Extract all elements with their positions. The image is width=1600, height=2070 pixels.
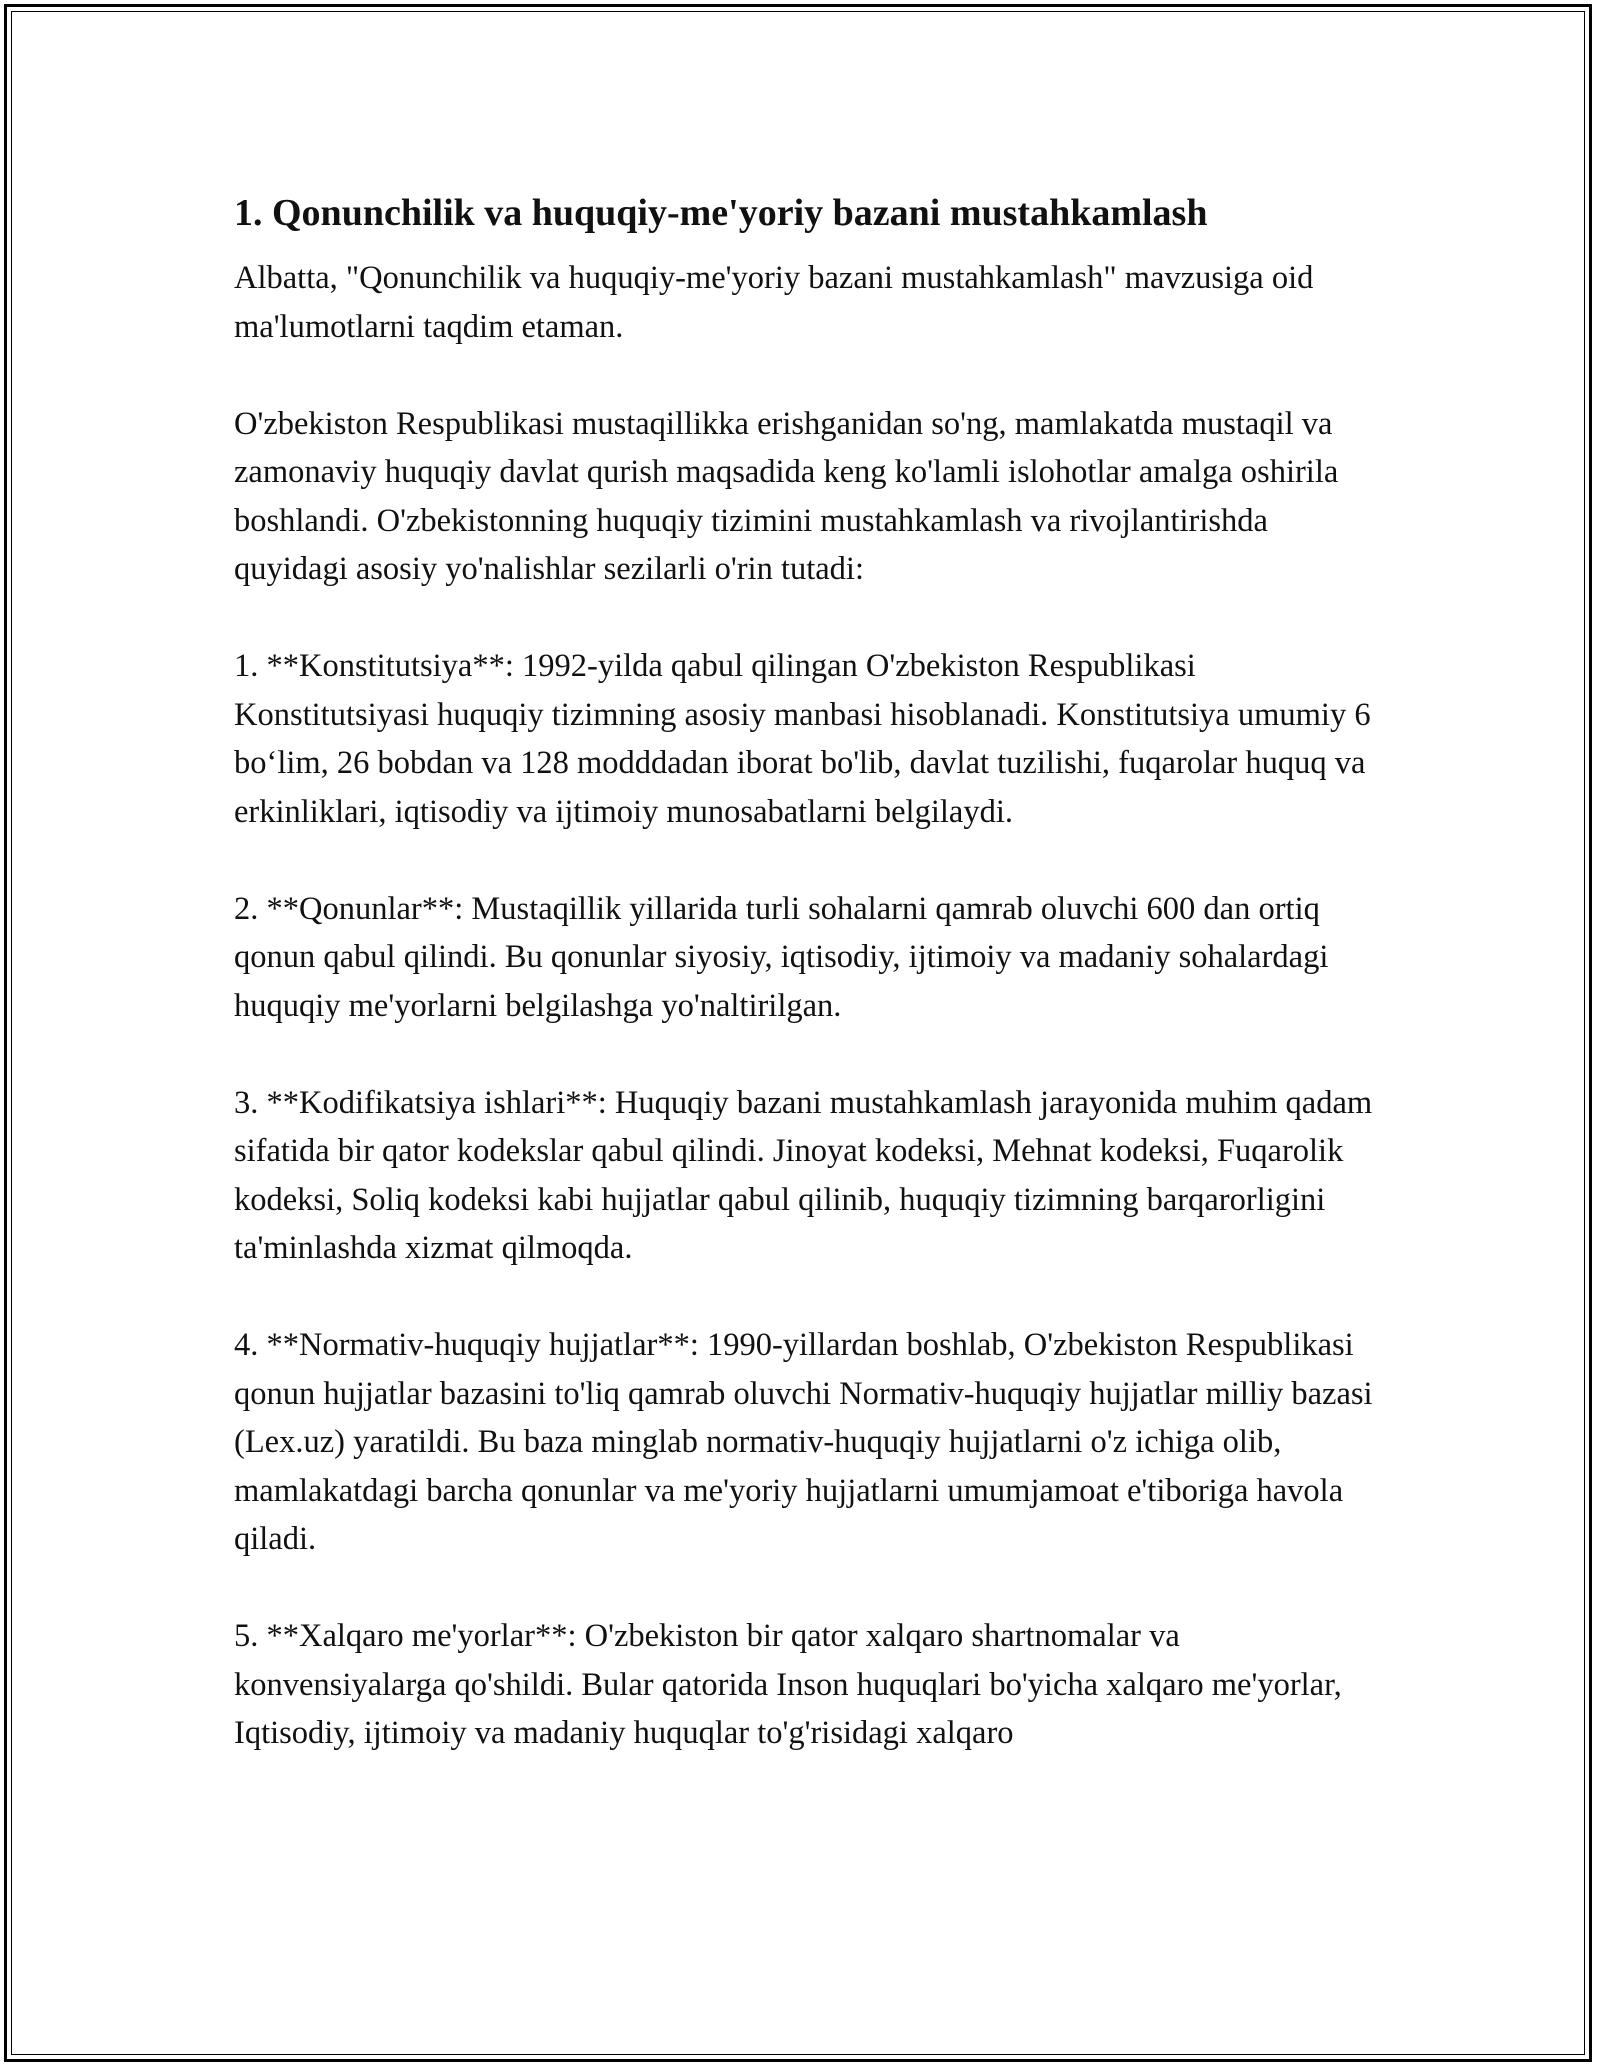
context-paragraph: O'zbekiston Respublikasi mustaqillikka erishganidan so'ng, mamlakatda mustaqil va zamonaviy huquqiy davlat qurish maqsadida keng ko'lamli islohotlar amalga oshirila boshlandi. O'zbekistonning huquqiy tizimini mustahkamlash va rivojlantirishda quyidagi asosiy yo'nalishlar sezilarli o'rin tutadi: [234, 405, 1339, 587]
list-item-kodifikatsiya: 3. **Kodifikatsiya ishlari**: Huquqiy bazani mustahkamlash jarayonida muhim qadam sifatida bir qator kodekslar qabul qilindi. Jinoyat kodeksi, Mehnat kodeksi, Fuqarolik kodeksi, Soliq kodeksi kabi hujjatlar qabul qilinib, huquqiy tizimning barqarorligini ta'minlashda xizmat qilmoqda. [234, 1084, 1373, 1266]
list-item-xalqaro-meyorlar: 5. **Xalqaro me'yorlar**: O'zbekiston bir qator xalqaro shartnomalar va konvensiyalarga qo'shildi. Bular qatorida Inson huquqlari bo'yicha xalqaro me'yorlar, Iqtisodiy, ijtimoiy va madaniy huquqlar to'g'risidagi xalqaro [234, 1618, 1342, 1751]
list-item-normativ-hujjatlar: 4. **Normativ-huquqiy hujjatlar**: 1990-yillardan boshlab, O'zbekiston Respublikasi qonun hujjatlar bazasini to'liq qamrab oluvchi Normativ-huquqiy hujjatlar milliy bazasi (Lex.uz) yaratildi. Bu baza minglab normativ-huquqiy hujjatlarni o'z ichiga olib, mamlakatdagi barcha qonunlar va me'yoriy hujjatlarni umumjamoat e'tiboriga havola qiladi. [234, 1327, 1373, 1557]
document-title: 1. Qonunchilik va huquqiy-me'yoriy bazani mustahkamlash [234, 192, 1208, 234]
document-body [234, 186, 1384, 1758]
list-item-qonunlar: 2. **Qonunlar**: Mustaqillik yillarida turli sohalarni qamrab oluvchi 600 dan ortiq qonun qabul qilindi. Bu qonunlar siyosiy, iqtisodiy, ijtimoiy va madaniy sohalardagi huquqiy me'yorlarni belgilashga yo'naltirilgan. [234, 890, 1329, 1024]
list-item-konstitutsiya: 1. **Konstitutsiya**: 1992-yilda qabul qilingan O'zbekiston Respublikasi Konstitutsiyasi huquqiy tizimning asosiy manbasi hisoblanadi. Konstitutsiya umumiy 6 bo‘lim, 26 bobdan va 128 modddadan iborat bo'lib, davlat tuzilishi, fuqarolar huquq va erkinliklari, iqtisodiy va ijtimoiy munosabatlarni belgilaydi. [234, 648, 1371, 830]
intro-paragraph: Albatta, "Qonunchilik va huquqiy-me'yoriy bazani mustahkamlash" mavzusiga oid ma'lumotlarni taqdim etaman. [234, 260, 1314, 345]
